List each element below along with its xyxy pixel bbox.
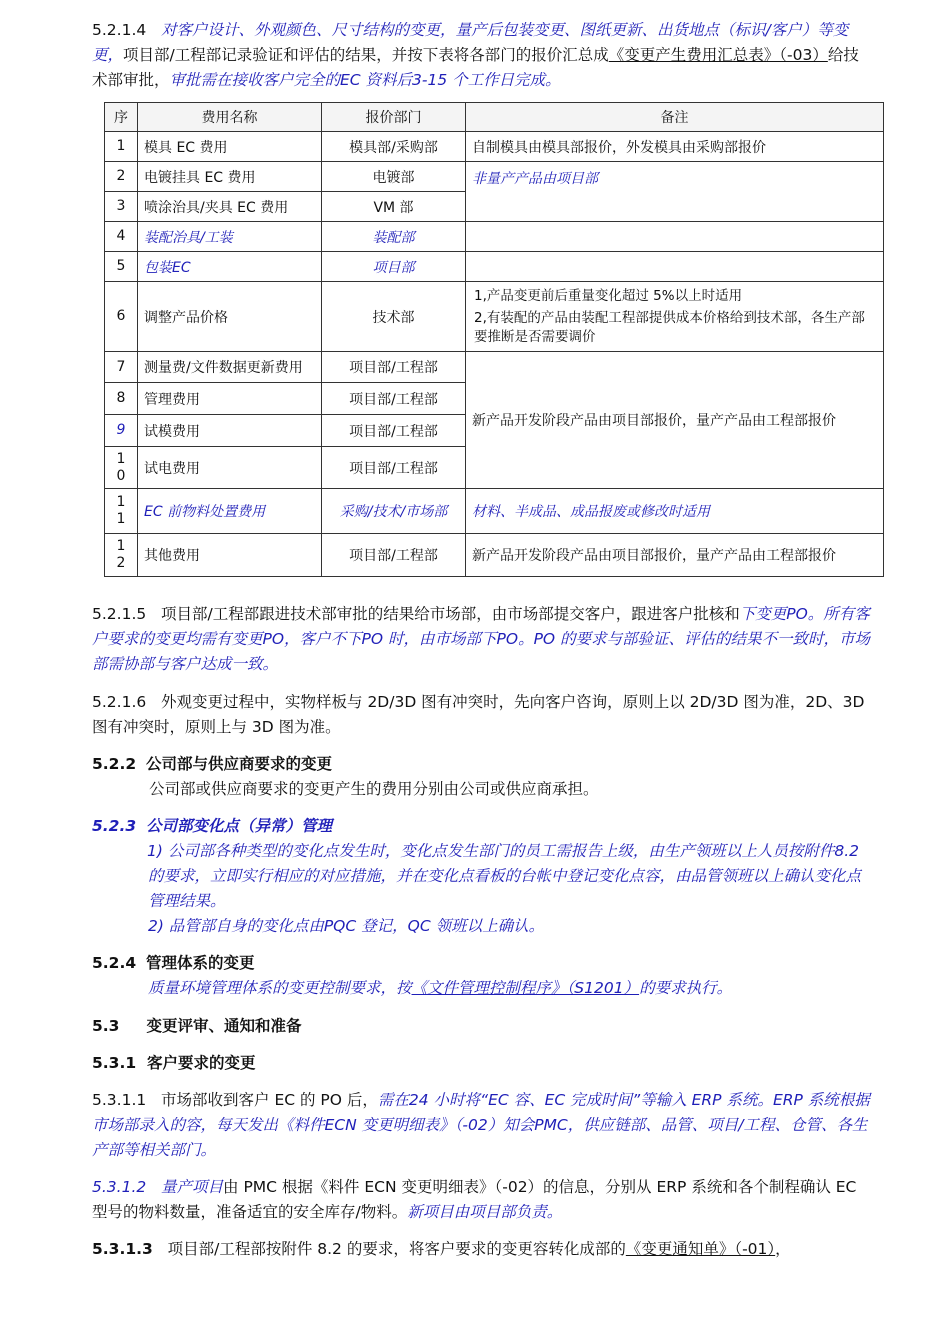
para-5-3-1-2: 5.3.1.2 量产项目由 PMC 根据《料件 ECN 变更明细表》（-02）的信息，分别从 ERP 系统和各个制程确认 EC 型号的物料数量，准备适宜的安全库存/物料。新项目由项目部负责。	[92, 1178, 857, 1221]
table-row: 2 电镀挂具 EC 费用 电镀部 非量产产品由项目部	[105, 162, 884, 192]
table-row: 7 测量费/文件数据更新费用 项目部/工程部 新产品开发阶段产品由项目部报价，量产产品由工程部报价	[105, 352, 884, 383]
col-header-note: 备注	[466, 103, 884, 132]
table-row: 6 调整产品价格 技术部 1,产品变更前后重量变化超过 5%以上时适用 2,有装配的产品由装配工程部提供成本价格给到技术部，各生产部要推断是否需要调价	[105, 282, 884, 352]
table-row: 5 包装EC 项目部	[105, 252, 884, 282]
section-title: 管理体系的变更	[146, 954, 255, 972]
col-header-name: 费用名称	[138, 103, 322, 132]
para-5-2-1-5: 5.2.1.5 项目部/工程部跟进技术部审批的结果给市场部，由市场部提交客户，跟进客户批核和下变更PO。所有客户要求的变更均需有变更PO，客户不下PO 时，由市场部下PO。PO 的要求与部验证、评估的结果不一致时，市场部需协部与客户达成一致。	[92, 605, 871, 673]
table-row: 9 试模费用 项目部/工程部	[105, 415, 884, 447]
section-title: 公司部变化点（异常）管理	[146, 817, 333, 835]
table-row: 3 喷涂治具/夹具 EC 费用 VM 部	[105, 192, 884, 222]
clause-number: 5.3.1.2	[92, 1178, 147, 1196]
clause-number: 5.3.1.3	[92, 1240, 153, 1258]
table-row: 1 2 其他费用 项目部/工程部 新产品开发阶段产品由项目部报价，量产产品由工程部报价	[105, 534, 884, 577]
section-5-3-1: 5.3.1 客户要求的变更	[92, 1054, 256, 1072]
para-5-3-1-3: 5.3.1.3 项目部/工程部按附件 8.2 的要求，将客户要求的变更容转化成部的《变更通知单》（-01），	[92, 1240, 791, 1258]
clause-number: 5.2.1.5	[92, 605, 147, 623]
table-row: 8 管理费用 项目部/工程部	[105, 383, 884, 415]
form-reference-link[interactable]: 《变更产生费用汇总表》（-03）	[608, 46, 828, 64]
clause-number: 5.2.1.4	[92, 21, 147, 39]
table-row: 1 模具 EC 费用 模具部/采购部 自制模具由模具部报价，外发模具由采购部报价	[105, 132, 884, 162]
section-5-2-4: 5.2.4 管理体系的变更 质量环境管理体系的变更控制要求，按《文件管理控制程序》（S1201）的要求执行。	[92, 954, 733, 997]
section-title: 公司部与供应商要求的变更	[146, 755, 333, 773]
para-5-2-1-4: 5.2.1.4 对客户设计、外观颜色、尺寸结构的变更，量产后包装变更、图纸更新、出货地点（标识/客户）等变更，项目部/工程部记录验证和评估的结果，并按下表将各部门的报价汇总成《变更产生费用汇总表》（-03）给技术部审批，审批需在接收客户完全的EC 资料后3-15 个工作日完成。	[92, 21, 859, 89]
section-5-2-3: 5.2.3 公司部变化点（异常）管理 1) 公司部各种类型的变化点发生时，变化点发生部门的员工需报告上级，由生产领班以上人员按附件8.2 的要求，立即实行相应的对应措施，并在变化点看板的台帐中登记变化点容，由品管领班以上确认变化点管理结果。 2) 品管部自身的变化点由PQC 登记，QC 领班以上确认。	[92, 817, 862, 935]
table-row: 4 装配治具/工装 装配部	[105, 222, 884, 252]
form-reference-link[interactable]: 《变更通知单》（-01）	[625, 1240, 776, 1258]
cost-summary-table	[104, 102, 884, 577]
procedure-reference-link[interactable]: 《文件管理控制程序》（S1201）	[411, 979, 640, 997]
para-5-2-1-6: 5.2.1.6 外观变更过程中，实物样板与 2D/3D 图有冲突时，先向客户咨询，原则上以 2D/3D 图为准，2D、3D 图有冲突时，原则上与 3D 图为准。	[92, 693, 865, 736]
clause-number: 5.2.1.6	[92, 693, 147, 711]
clause-number: 5.3.1.1	[92, 1091, 147, 1109]
col-header-dept: 报价部门	[322, 103, 466, 132]
table-row: 1 1 EC 前物料处置费用 采购/技术/市场部 材料、半成品、成品报废或修改时适用	[105, 489, 884, 534]
section-5-3: 5.3 变更评审、通知和准备	[92, 1017, 302, 1035]
section-title: 变更评审、通知和准备	[146, 1017, 302, 1035]
section-5-2-2: 5.2.2 公司部与供应商要求的变更 公司部或供应商要求的变更产生的费用分别由公司或供应商承担。	[92, 755, 599, 798]
col-header-seq: 序	[105, 103, 138, 132]
section-title: 客户要求的变更	[146, 1054, 256, 1072]
table-row: 1 0 试电费用 项目部/工程部	[105, 447, 884, 489]
para-5-3-1-1: 5.3.1.1 市场部收到客户 EC 的 PO 后，需在24 小时将“EC 容、EC 完成时间”等输入 ERP 系统。ERP 系统根据市场部录入的容，每天发出《料件ECN 变更明细表》（-02）知会PMC，供应链部、品管、项目/工程、仓管、各生产部等相关部门。	[92, 1091, 870, 1159]
